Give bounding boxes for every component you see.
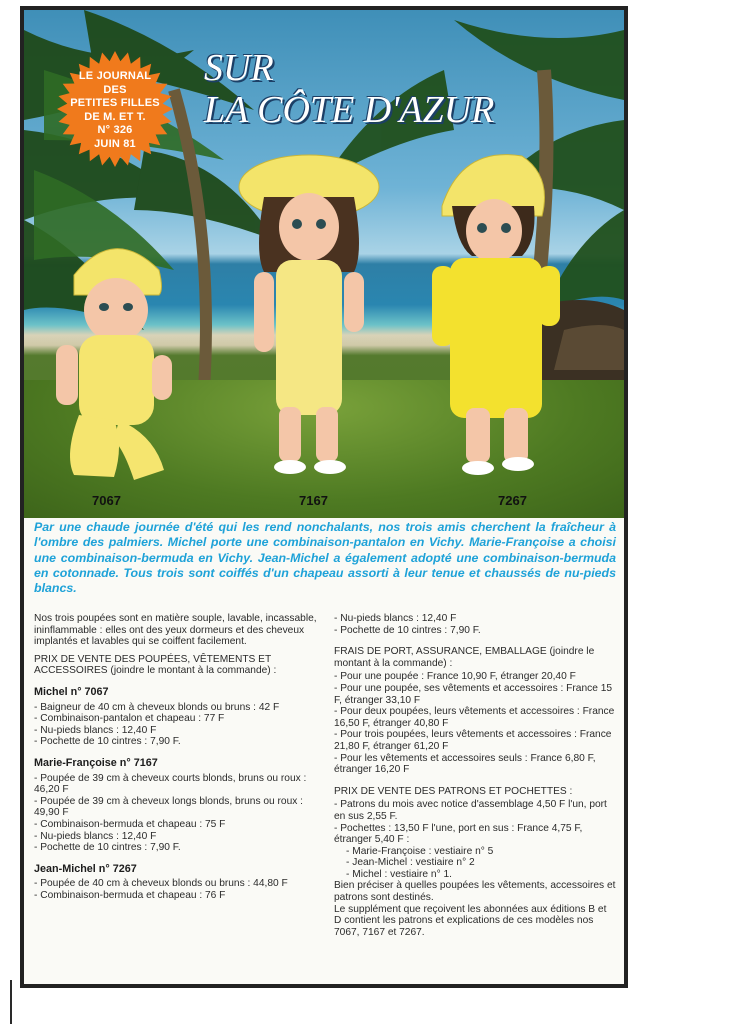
beach-photo (24, 10, 624, 518)
issue-badge (56, 50, 174, 168)
scan-edge-mark (10, 980, 12, 1024)
prices-heading: PRIX DE VENTE DES POUPÉES, VÊTEMENTS ET ACCESSOIRES (joindre le montant à la commande) : (34, 653, 277, 677)
shipping-item: - Pour les vêtements et accessoires seuls : France 6,80 F, étranger 16,20 F (334, 752, 596, 776)
price-item: - Pochette de 10 cintres : 7,90 F. (34, 842, 181, 854)
price-item: - Combinaison-pantalon et chapeau : 77 F (34, 713, 225, 725)
headline (204, 48, 494, 132)
price-item: - Nu-pieds blancs : 12,40 F (34, 830, 157, 842)
badge-text (56, 70, 174, 151)
pattern-item: - Patrons du mois avec notice d'assemblage 4,50 F l'un, port en sus 2,55 F. (334, 799, 607, 822)
shipping-item: - Pour une poupée : France 10,90 F, étranger 20,40 F (334, 671, 576, 683)
vestiaire-item: - Michel : vestiaire n° 1. (346, 868, 452, 880)
page-content (24, 10, 624, 984)
price-item: - Poupée de 39 cm à cheveux courts blonds, bruns ou roux : 46,20 F (34, 772, 307, 796)
product-code-michel: 7067 (92, 493, 121, 508)
shipping-item: - Pour deux poupées, leurs vêtements et accessoires : France 16,50 F, étranger 40,80 F (334, 706, 615, 729)
patterns-heading: PRIX DE VENTE DES PATRONS ET POCHETTES : (334, 785, 573, 797)
shipping-item: - Pour une poupée, ses vêtements et accessoires : France 15 F, étranger 33,10 F (334, 682, 613, 706)
doll-jean-michel (412, 146, 572, 486)
left-column (34, 613, 322, 901)
shipping-item: - Pour trois poupées, leurs vêtements et accessoires : France 21,80 F, étranger 61,20 F (334, 729, 612, 752)
price-item: - Combinaison-bermuda et chapeau : 76 F (34, 889, 226, 901)
price-item: - Pochette de 10 cintres : 7,90 F. (34, 736, 181, 748)
magazine-page (20, 6, 628, 988)
headline-line-1: SUR (204, 47, 274, 89)
headline-line-2: LA CÔTE D'AZUR (204, 89, 495, 131)
scan-margin (0, 0, 18, 1024)
price-item: - Nu-pieds blancs : 12,40 F (334, 613, 457, 624)
price-item: - Nu-pieds blancs : 12,40 F (34, 724, 157, 736)
pattern-item: - Pochettes : 13,50 F l'une, port en sus : France 4,75 F, étranger 5,40 F : (334, 822, 583, 846)
jean-title: Jean-Michel n° 7267 (34, 862, 137, 875)
supplement-note: Le supplément que reçoivent les abonnées aux éditions B et D contient les patrons et explications de ces modèles nos 7067, 7167 et 7267. (334, 903, 607, 938)
vestiaire-item: - Jean-Michel : vestiaire n° 2 (346, 857, 475, 869)
closing-note: Bien préciser à quelles poupées les vêtements, accessoires et patrons sont destinés. (334, 880, 616, 904)
badge-line: DES (103, 83, 127, 96)
shipping-heading: FRAIS DE PORT, ASSURANCE, EMBALLAGE (joindre le montant à la commande) : (334, 646, 595, 669)
badge-line: N° 326 (97, 124, 133, 136)
badge-line: DE M. ET T. (84, 110, 146, 123)
price-item: - Poupée de 39 cm à cheveux longs blonds, bruns ou roux : 49,90 F (34, 795, 304, 819)
doll-michel (44, 225, 184, 495)
product-code-jean: 7267 (498, 493, 527, 508)
price-item: - Baigneur de 40 cm à cheveux blonds ou bruns : 42 F (34, 701, 280, 713)
marie-title: Marie-Françoise n° 7167 (34, 756, 158, 769)
price-item: - Pochette de 10 cintres : 7,90 F. (334, 624, 481, 636)
product-code-marie: 7167 (299, 493, 328, 508)
vestiaire-item: - Marie-Françoise : vestiaire n° 5 (346, 845, 494, 857)
price-item: - Combinaison-bermuda et chapeau : 75 F (34, 818, 226, 830)
doll-marie-francoise (224, 142, 394, 482)
price-item: - Poupée de 40 cm à cheveux blonds ou bruns : 44,80 F (34, 878, 288, 890)
materials-paragraph: Nos trois poupées sont en matière souple, lavable, incassable, ininflammable : elles ont des yeux dormeurs et des cheveux implantés et lavables qui se coiffent facilement. (34, 613, 317, 648)
badge-line: JUIN 81 (94, 137, 136, 150)
intro-paragraph: Par une chaude journée d'été qui les rend nonchalants, nos trois amis cherchent la fraîcheur à l'ombre des palmiers. Michel porte une combinaison-pantalon en Vichy. Marie-Françoise a choisi une combinaison-bermuda en Vichy. Jean-Michel a également adopté une combinaison-bermuda en cotonnade. Tous trois sont coiffés d'un chapeau assorti à leur tenue et chaussés de nu-pieds blancs. (34, 520, 616, 596)
right-column (334, 613, 616, 938)
michel-title: Michel n° 7067 (34, 685, 109, 698)
badge-line: PETITES FILLES (70, 97, 160, 109)
badge-line: LE JOURNAL (78, 70, 152, 82)
